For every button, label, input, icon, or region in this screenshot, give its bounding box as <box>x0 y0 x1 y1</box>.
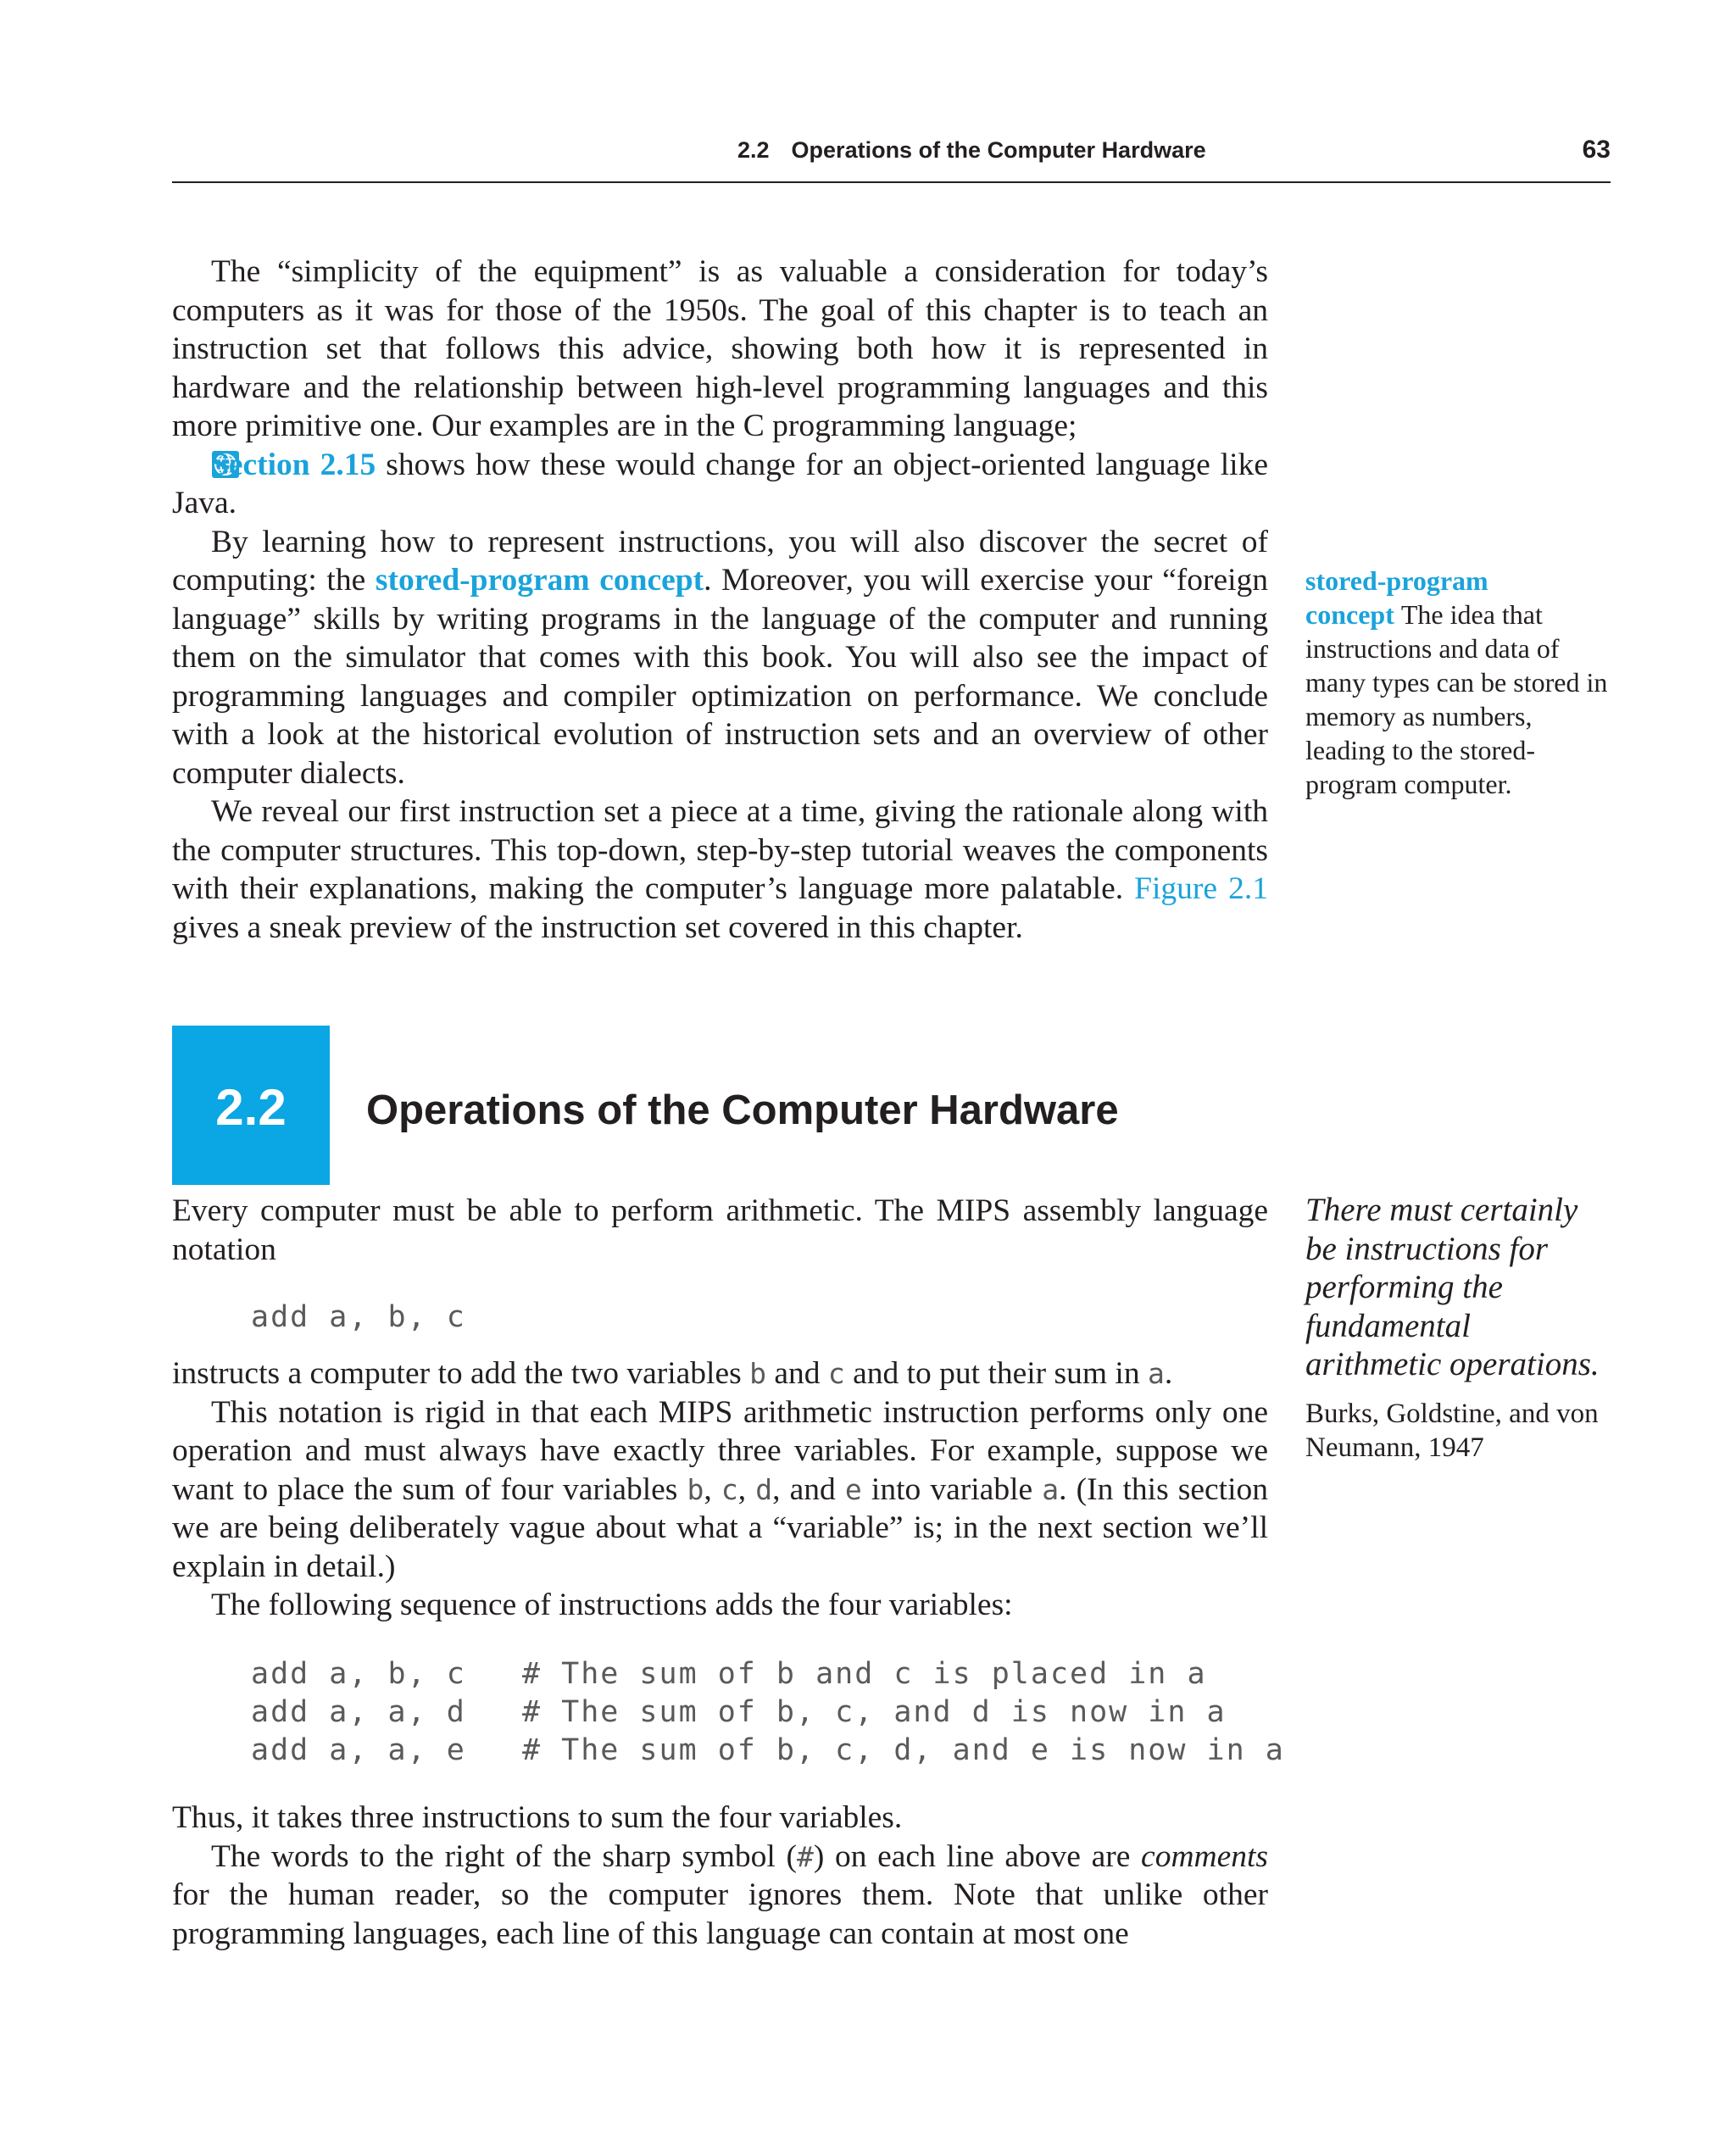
p6-text-b: ) on each line above are <box>813 1838 1142 1874</box>
code-instruction: add a, a, e <box>251 1733 466 1767</box>
p6-text-a: The words to the right of the sharp symbol ( <box>211 1838 797 1874</box>
margin-quote: There must certainly be instructions for performing the fundamental arithmetic operations. <box>1305 1192 1600 1382</box>
var-a: a <box>1147 1357 1165 1390</box>
intro-p2-after: . Moreover, you will exercise your “foreign language” skills by writing programs in the language of the computer and running them on the simulator that comes with this book. You will also see the impact of programming languages and compiler optimization on performance. We conclude with a look at the historical evolution of instruction sets and an overview of other computer dialects. <box>172 563 1269 791</box>
intro-p1-text: The “simplicity of the equipment” is as valuable a consideration for today’s computers as it was for those of the 1950s. The goal of this chapter is to teach an instruction set that follows this advice, showing both how it is represented in hardware and the relationship between high-level programming languages and this more primitive one. Our examples are in the C programming language; <box>172 254 1268 443</box>
section-title: Operations of the Computer Hardware <box>366 1087 1119 1133</box>
p3-text-b: into variable <box>861 1471 1043 1507</box>
p3-and: and <box>789 1471 836 1507</box>
body-main <box>172 1354 1268 1625</box>
p3-text-c: . (In this section we are being deliberately vague about what a “variable” is; in the next section we’ll explain in detail.) <box>172 1471 1269 1584</box>
section-number-box <box>172 1026 330 1185</box>
glossary-note <box>1305 564 1611 801</box>
page-number: 63 <box>1582 136 1611 164</box>
intro-paragraph-2 <box>172 523 1268 793</box>
var-e: e <box>844 1472 862 1506</box>
body-intro <box>172 1192 1268 1269</box>
var-a: a <box>1042 1472 1060 1506</box>
p3-text-a: This notation is rigid in that each MIPS arithmetic instruction performs only one operation and must always have exactly three variables. For example, suppose we want to place the sum of four variables <box>172 1394 1268 1507</box>
var-b: b <box>749 1357 766 1390</box>
code-line <box>251 1655 1207 1694</box>
header-section-title: Operations of the Computer Hardware <box>791 137 1206 163</box>
globe-icon <box>172 450 201 479</box>
section-2-15-link[interactable]: Section 2.15 <box>211 447 376 482</box>
quote-attribution: Burks, Goldstine, and von Neumann, 1947 <box>1305 1399 1599 1463</box>
intro-p1-after: shows how these would change for an object-oriented language like Java. <box>172 447 1268 520</box>
intro-text <box>172 253 1268 947</box>
code-instruction: add a, a, d <box>251 1695 466 1729</box>
p2-text-a: instructs a computer to add the two variables <box>172 1356 750 1391</box>
var-c: c <box>827 1357 845 1390</box>
p2-text-b: and <box>765 1356 828 1391</box>
body-paragraph-3: This notation is rigid in that each MIPS arithmetic instruction performs only one operation and must always have exactly three variables. For example, suppose we want to place the sum of four variables b, c, d, and e into variable a. (In this section we are being deliberately vague about what a “variable” is; in the next section we’ll explain in detail.) <box>172 1394 1269 1584</box>
intro-p2-before: By learning how to represent instructions, you will also discover the secret of computing: the <box>172 524 1268 598</box>
figure-2-1-link[interactable]: Figure 2.1 <box>1134 871 1268 906</box>
body-closing <box>172 1799 1268 1953</box>
intro-p3-before: We reveal our first instruction set a piece at a time, giving the rationale along with the computer structures. This top-down, step-by-step tutorial weaves the components with their explanations, making the computer’s language more palatable. <box>172 794 1268 906</box>
body-paragraph-2 <box>172 1354 1268 1393</box>
code-instruction: add a, b, c <box>251 1657 466 1691</box>
code-comment: # The sum of b, c, and d is now in a <box>522 1695 1227 1729</box>
glossary-definition: The idea that instructions and data of many types can be stored in memory as numbers, leading to the stored-program computer. <box>1305 599 1608 799</box>
code-comment: # The sum of b, c, d, and e is now in a <box>522 1733 1285 1767</box>
intro-p3-after: gives a sneak preview of the instruction set covered in this chapter. <box>172 909 1023 945</box>
code-line <box>251 1732 1285 1771</box>
body-paragraph-5: Thus, it takes three instructions to sum the four variables. <box>172 1800 903 1835</box>
comments-term: comments <box>1141 1838 1269 1874</box>
body-paragraph-4: The following sequence of instructions adds the four variables: <box>211 1588 1013 1622</box>
code-line <box>251 1693 1227 1732</box>
intro-paragraph-3 <box>172 792 1268 947</box>
running-header <box>172 129 1611 183</box>
header-section-number: 2.2 <box>737 137 770 163</box>
var-d: d <box>755 1472 773 1506</box>
code-example-single: add a, b, c <box>251 1300 466 1334</box>
body-paragraph-6 <box>172 1838 1268 1954</box>
sharp-symbol: # <box>796 1839 814 1873</box>
section-number: 2.2 <box>215 1079 287 1136</box>
var-c: c <box>721 1472 738 1506</box>
p2-text-c: and to put their sum in <box>844 1356 1148 1391</box>
p2-text-d: . <box>1164 1356 1173 1391</box>
glossary-term: stored-program concept <box>1305 565 1488 630</box>
header-title <box>737 137 1206 164</box>
code-comment: # The sum of b and c is placed in a <box>522 1657 1207 1691</box>
intro-paragraph-1 <box>172 253 1268 523</box>
p6-text-c: for the human reader, so the computer ignores them. Note that unlike other programming languages, each line of this language can contain at most one <box>172 1877 1268 1951</box>
stored-program-term: stored-program concept <box>375 563 704 598</box>
var-b: b <box>687 1472 704 1506</box>
body-paragraph-1: Every computer must be able to perform arithmetic. The MIPS assembly language notation <box>172 1193 1268 1267</box>
